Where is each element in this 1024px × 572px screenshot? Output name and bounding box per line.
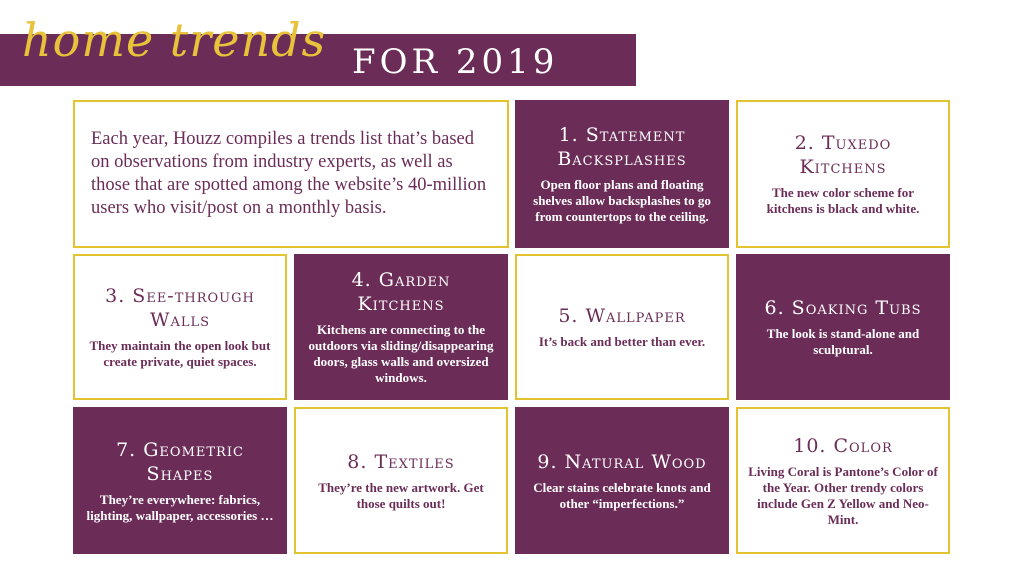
trend-title-6: 6. Soaking Tubs — [764, 297, 922, 319]
trend-desc-3: They maintain the open look but create private, quiet spaces. — [89, 338, 271, 369]
intro-card — [73, 100, 509, 248]
trend-desc-7: They’re everywhere: fabrics, lighting, wallpaper, accessories … — [86, 491, 274, 523]
trend-title-3: 3. See-through Walls — [105, 285, 255, 331]
trend-card-9 — [515, 407, 729, 554]
trend-card-7 — [73, 407, 287, 554]
trend-card-10 — [736, 407, 950, 554]
trend-card-1 — [515, 100, 729, 248]
trend-desc-1: Open floor plans and floating shelves allow backsplashes to go from countertops to the ceiling. — [533, 177, 711, 224]
trend-desc-9: Clear stains celebrate knots and other “imperfections.” — [533, 479, 711, 511]
trend-card-5 — [515, 254, 729, 400]
trend-card-6 — [736, 254, 950, 400]
trend-card-3 — [73, 254, 287, 400]
trend-card-2 — [736, 100, 950, 248]
banner-script-title: home trends — [22, 13, 327, 67]
trend-title-4: 4. Garden Kitchens — [351, 269, 451, 315]
trend-title-2: 2. Tuxedo Kitchens — [794, 132, 892, 178]
banner-caps-title: FOR 2019 — [352, 42, 559, 82]
trend-title-7: 7. Geometric Shapes — [116, 438, 244, 485]
trend-title-5: 5. Wallpaper — [558, 305, 686, 327]
trend-card-4 — [294, 254, 508, 400]
trend-desc-10: Living Coral is Pantone’s Color of the Year. Other trendy colors include Gen Z Yellow and Neo-Mint. — [748, 463, 938, 527]
trend-title-10: 10. Color — [793, 434, 893, 457]
trend-desc-6: The look is stand-alone and sculptural. — [766, 326, 920, 357]
trend-card-8 — [294, 407, 508, 554]
trend-desc-5: It’s back and better than ever. — [538, 334, 706, 349]
intro-text: Each year, Houzz compiles a trends list that’s based on observations from industry experts, as well as those that are spotted among the website’s 40-million users who visit/post on a monthly basis. — [91, 129, 487, 218]
trend-title-1: 1. Statement Backsplashes — [557, 124, 687, 170]
trend-desc-4: Kitchens are connecting to the outdoors via sliding/disappearing doors, glass walls and oversized windows. — [308, 322, 494, 385]
trend-desc-8: They’re the new artwork. Get those quilts out! — [318, 479, 484, 511]
trend-desc-2: The new color scheme for kitchens is black and white. — [766, 185, 920, 216]
trend-title-8: 8. Textiles — [347, 450, 455, 473]
trend-title-9: 9. Natural Wood — [537, 450, 707, 473]
